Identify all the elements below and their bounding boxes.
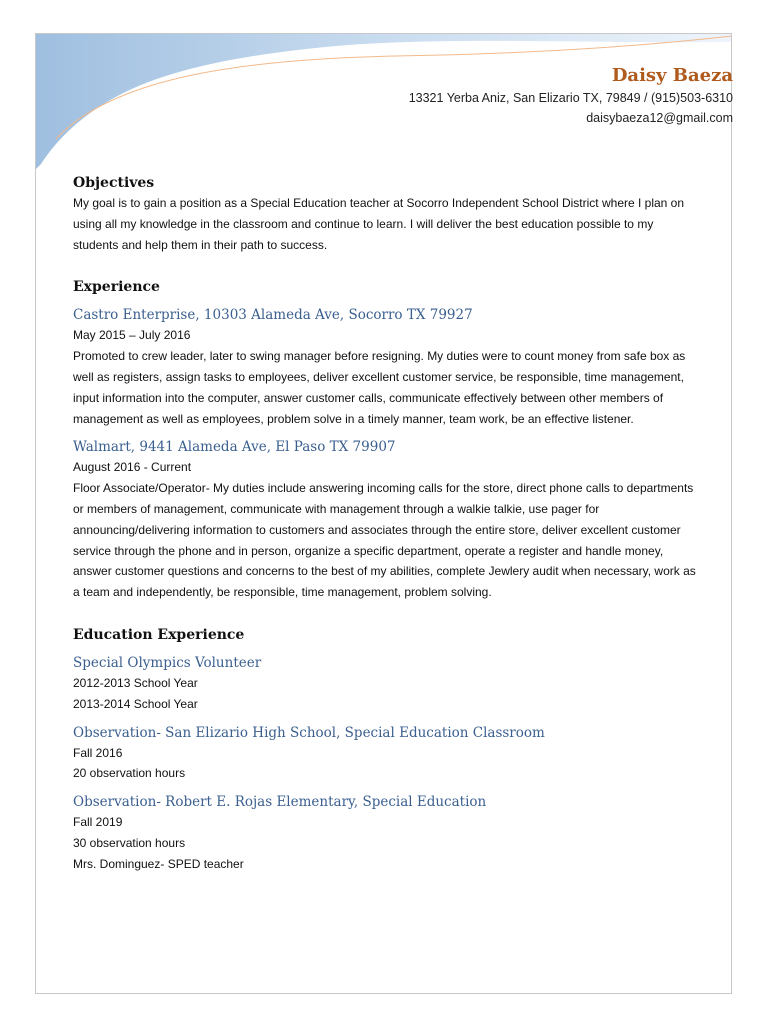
education-item-line: Fall 2019 <box>73 815 123 830</box>
education-item-line: 30 observation hours <box>73 835 186 850</box>
job-description: Promoted to crew leader, later to swing manager before resigning. My duties were to count money from safe box as well as registers, assign tasks to employees, deliver excellent customer service, be responsible, time management, input information into the computer, answer customer calls, communicate effectively between other members of management as well as employees, problem solve in a timely manner, team work, be an effective listener. <box>73 349 686 426</box>
job-description: Floor Associate/Operator- My duties include answering incoming calls for the store, direct phone calls to departments or members of management, communicate with management through a walkie talkie, use pager for announcing/delivering information to customers and associates through the entire store, deliver excellent customer service through the phone and in person, organize a specific department, operate a register and handle money, answer customer questions and concerns to the best of my abilities, complete Jewlery audit when necessary, work as a team and independently, be responsible, time management, problem solving. <box>73 481 696 600</box>
resume-header <box>409 64 733 128</box>
job-employer: Castro Enterprise, 10303 Alameda Ave, Socorro TX 79927 <box>73 307 473 324</box>
job-dates: August 2016 - Current <box>73 460 192 475</box>
address-phone: 13321 Yerba Aniz, San Elizario TX, 79849 / (915)503-6310 <box>408 91 733 105</box>
education-item-line: 20 observation hours <box>73 766 186 781</box>
education-item-heading: Special Olympics Volunteer <box>73 654 262 671</box>
objectives-text: My goal is to gain a position as a Special Education teacher at Socorro Independent School District where I plan on using all my knowledge in the classroom and continue to learn. I will deliver the best education possible to my students and help them in their path to success. <box>73 196 685 252</box>
job-employer: Walmart, 9441 Alameda Ave, El Paso TX 79907 <box>73 439 396 456</box>
education-item-line: Mrs. Dominguez- SPED teacher <box>73 856 244 871</box>
email-address: daisybaeza12@gmail.com <box>586 111 733 125</box>
experience-heading: Experience <box>73 279 160 296</box>
education-item-heading: Observation- Robert E. Rojas Elementary, Special Education <box>73 794 487 811</box>
job-dates: May 2015 – July 2016 <box>73 328 191 343</box>
education-item-heading: Observation- San Elizario High School, Special Education Classroom <box>73 724 545 741</box>
resume-body <box>73 173 698 875</box>
education-item-line: Fall 2016 <box>73 745 123 760</box>
applicant-name: Daisy Baeza <box>611 65 733 86</box>
education-item-line: 2012-2013 School Year <box>73 675 198 690</box>
education-heading: Education Experience <box>73 626 245 643</box>
objectives-heading: Objectives <box>73 175 155 191</box>
education-item-line: 2013-2014 School Year <box>73 696 198 711</box>
